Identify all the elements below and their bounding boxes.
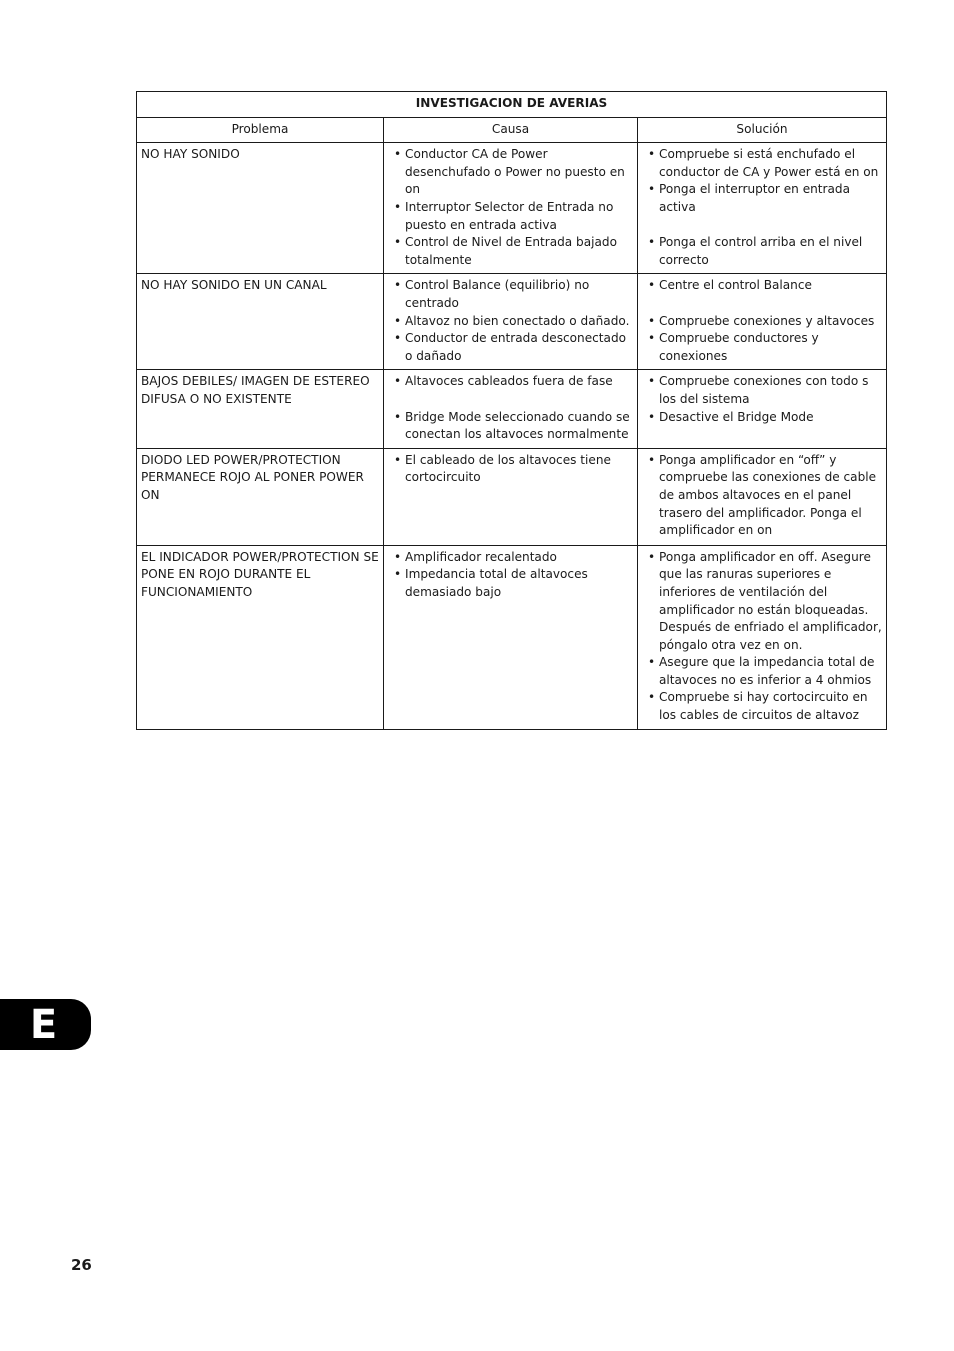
list-spacer	[388, 391, 633, 409]
solution-list	[642, 146, 882, 269]
table-row	[137, 370, 887, 448]
cause-cell	[384, 545, 638, 729]
solution-item: • Ponga el interruptor en entrada activa	[642, 181, 882, 216]
solution-list	[642, 452, 882, 540]
language-tab	[0, 999, 91, 1050]
table-title: INVESTIGACION DE AVERIAS	[137, 92, 887, 118]
solution-item: • Compruebe conexiones y altavoces	[642, 313, 882, 331]
cause-list	[388, 277, 633, 365]
cause-list	[388, 146, 633, 269]
problem-cell: NO HAY SONIDO EN UN CANAL	[137, 274, 384, 370]
cause-item: • Control de Nivel de Entrada bajado totalmente	[388, 234, 633, 269]
problem-cell: DIODO LED POWER/PROTECTION PERMANECE ROJO AL PONER POWER ON	[137, 448, 384, 545]
solution-item: • Compruebe conexiones con todo s los del sistema	[642, 373, 882, 408]
solution-list	[642, 277, 882, 365]
cause-item: • Impedancia total de altavoces demasiado bajo	[388, 566, 633, 601]
solution-cell	[638, 370, 887, 448]
list-spacer	[642, 295, 882, 313]
cause-list	[388, 549, 633, 602]
solution-item: • Compruebe si está enchufado el conductor de CA y Power está en on	[642, 146, 882, 181]
solution-list	[642, 549, 882, 725]
cause-item: • Amplificador recalentado	[388, 549, 633, 567]
solution-item: • Ponga amplificador en off. Asegure que las ranuras superiores e inferiores de ventilación del amplificador no están bloqueadas. Después de enfriado el amplificador, póngalo otra vez en on.	[642, 549, 882, 655]
cause-item: • El cableado de los altavoces tiene cortocircuito	[388, 452, 633, 487]
cause-item: • Altavoz no bien conectado o dañado.	[388, 313, 633, 331]
solution-item: • Compruebe si hay cortocircuito en los cables de circuitos de altavoz	[642, 689, 882, 724]
cause-list	[388, 373, 633, 443]
table-body	[137, 143, 887, 729]
list-spacer	[642, 217, 882, 235]
page-number: 26	[71, 1256, 92, 1274]
cause-item: • Altavoces cableados fuera de fase	[388, 373, 633, 391]
column-header-solution: Solución	[638, 117, 887, 143]
table-row	[137, 143, 887, 274]
language-tab-label: E	[29, 1001, 58, 1048]
table-row	[137, 274, 887, 370]
solution-item: • Asegure que la impedancia total de altavoces no es inferior a 4 ohmios	[642, 654, 882, 689]
cause-item: • Conductor CA de Power desenchufado o Power no puesto en on	[388, 146, 633, 199]
cause-item: • Interruptor Selector de Entrada no puesto en entrada activa	[388, 199, 633, 234]
cause-item: • Bridge Mode seleccionado cuando se conectan los altavoces normalmente	[388, 409, 633, 444]
troubleshooting-table	[136, 91, 887, 730]
solution-item: • Ponga el control arriba en el nivel correcto	[642, 234, 882, 269]
cause-cell	[384, 274, 638, 370]
cause-item: • Conductor de entrada desconectado o dañado	[388, 330, 633, 365]
column-header-cause: Causa	[384, 117, 638, 143]
cause-item: • Control Balance (equilibrio) no centrado	[388, 277, 633, 312]
cause-list	[388, 452, 633, 487]
cause-cell	[384, 448, 638, 545]
solution-cell	[638, 274, 887, 370]
solution-item: • Compruebe conductores y conexiones	[642, 330, 882, 365]
problem-cell: EL INDICADOR POWER/PROTECTION SE PONE EN ROJO DURANTE EL FUNCIONAMIENTO	[137, 545, 384, 729]
solution-cell	[638, 448, 887, 545]
solution-item: • Centre el control Balance	[642, 277, 882, 295]
cause-cell	[384, 370, 638, 448]
table-row	[137, 545, 887, 729]
problem-cell: BAJOS DEBILES/ IMAGEN DE ESTEREO DIFUSA O NO EXISTENTE	[137, 370, 384, 448]
problem-cell: NO HAY SONIDO	[137, 143, 384, 274]
cause-cell	[384, 143, 638, 274]
solution-item: • Ponga amplificador en “off” y compruebe las conexiones de cable de ambos altavoces en el panel trasero del amplificador. Ponga el amplificador en on	[642, 452, 882, 540]
solution-cell	[638, 545, 887, 729]
solution-item: • Desactive el Bridge Mode	[642, 409, 882, 427]
table-row	[137, 448, 887, 545]
column-header-problem: Problema	[137, 117, 384, 143]
solution-list	[642, 373, 882, 426]
solution-cell	[638, 143, 887, 274]
